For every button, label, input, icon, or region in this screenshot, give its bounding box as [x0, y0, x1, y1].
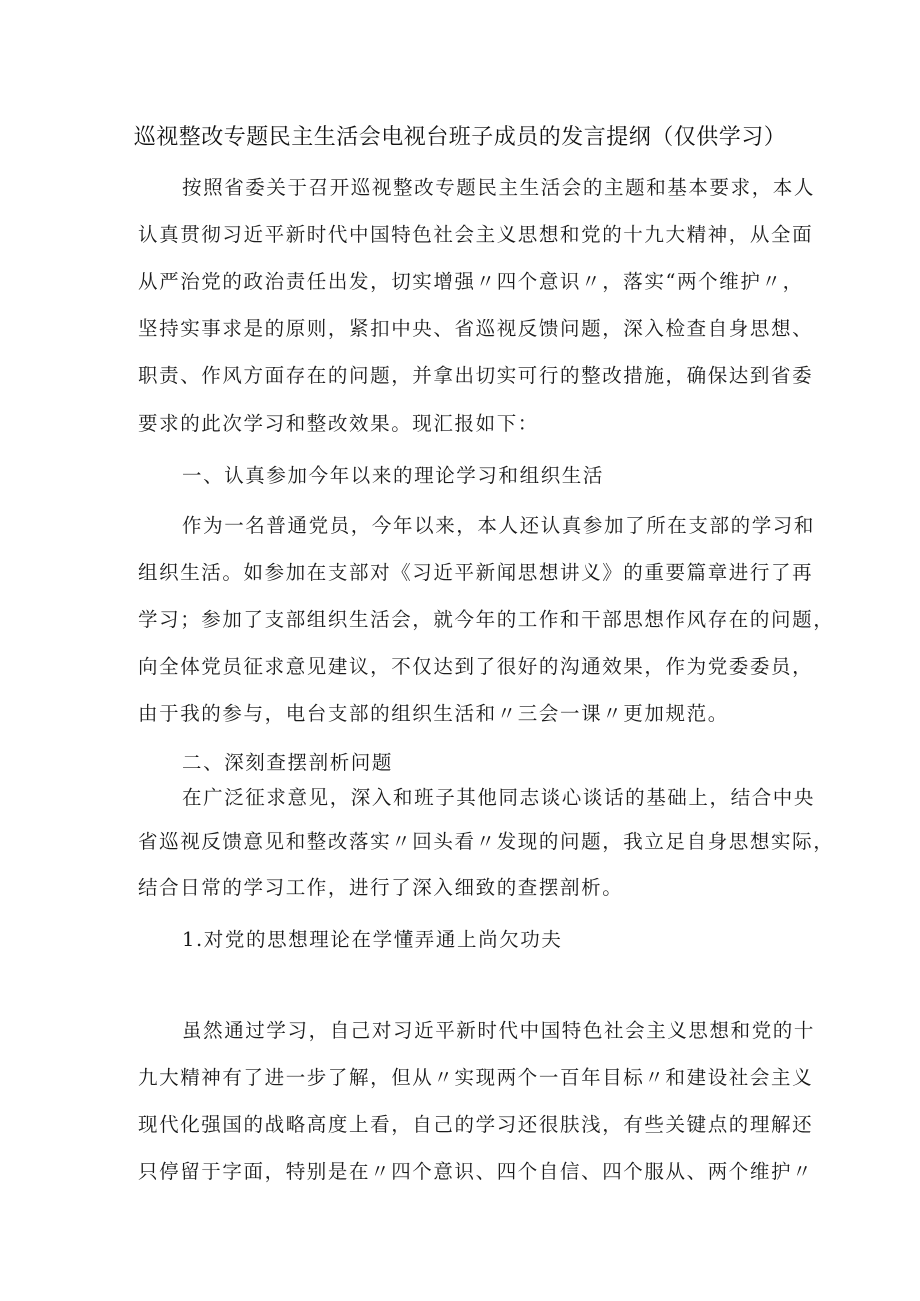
section1-line: 向全体党员征求意见建议，不仅达到了很好的沟通效果，作为党委委员，: [138, 655, 814, 678]
section1-line: 组织生活。如参加在支部对《习近平新闻思想讲义》的重要篇章进行了再: [138, 561, 814, 584]
intro-line: 要求的此次学习和整改效果。现汇报如下：: [138, 412, 539, 435]
intro-line: 职责、作风方面存在的问题，并拿出切实可行的整改措施，确保达到省委: [138, 364, 814, 387]
subsection-heading-1: 1.对党的思想理论在学懂弄通上尚欠功夫: [182, 928, 563, 951]
section1-line: 作为一名普通党员，今年以来，本人还认真参加了所在支部的学习和: [182, 514, 816, 537]
section-heading-1: 一、认真参加今年以来的理论学习和组织生活: [182, 464, 605, 487]
intro-line: 按照省委关于召开巡视整改专题民主生活会的主题和基本要求，本人: [182, 176, 816, 199]
section2-line: 在广泛征求意见，深入和班子其他同志谈心谈话的基础上，结合中央: [182, 786, 816, 809]
intro-line: 坚持实事求是的原则，紧扣中央、省巡视反馈问题，深入检查自身思想、: [138, 317, 814, 340]
document-title: 巡视整改专题民主生活会电视台班子成员的发言提纲（仅供学习）: [133, 125, 787, 150]
intro-line: 认真贯彻习近平新时代中国特色社会主义思想和党的十九大精神，从全面: [138, 223, 814, 246]
subsection1-line: 虽然通过学习，自己对习近平新时代中国特色社会主义思想和党的十: [182, 1019, 816, 1042]
subsection1-line: 九大精神有了进一步了解，但从〃实现两个一百年目标〃和建设社会主义: [138, 1066, 814, 1089]
section1-line: 由于我的参与，电台支部的组织生活和〃三会一课〃更加规范。: [138, 702, 729, 725]
section2-line: 省巡视反馈意见和整改落实〃回头看〃发现的问题，我立足自身思想实际，: [138, 830, 835, 853]
intro-line: 从严治党的政治责任出发，切实增强〃四个意识〃，落实“两个维护〃，: [138, 270, 804, 293]
section1-line: 学习；参加了支部组织生活会，就今年的工作和干部思想作风存在的问题，: [138, 608, 835, 631]
section-heading-2: 二、深刻查摆剖析问题: [182, 751, 394, 774]
section2-line: 结合日常的学习工作，进行了深入细致的查摆剖析。: [138, 876, 624, 899]
subsection1-line: 只停留于字面，特别是在〃四个意识、四个自信、四个服从、两个维护〃: [138, 1160, 814, 1183]
subsection1-line: 现代化强国的战略高度上看，自己的学习还很肤浅，有些关键点的理解还: [138, 1113, 814, 1136]
